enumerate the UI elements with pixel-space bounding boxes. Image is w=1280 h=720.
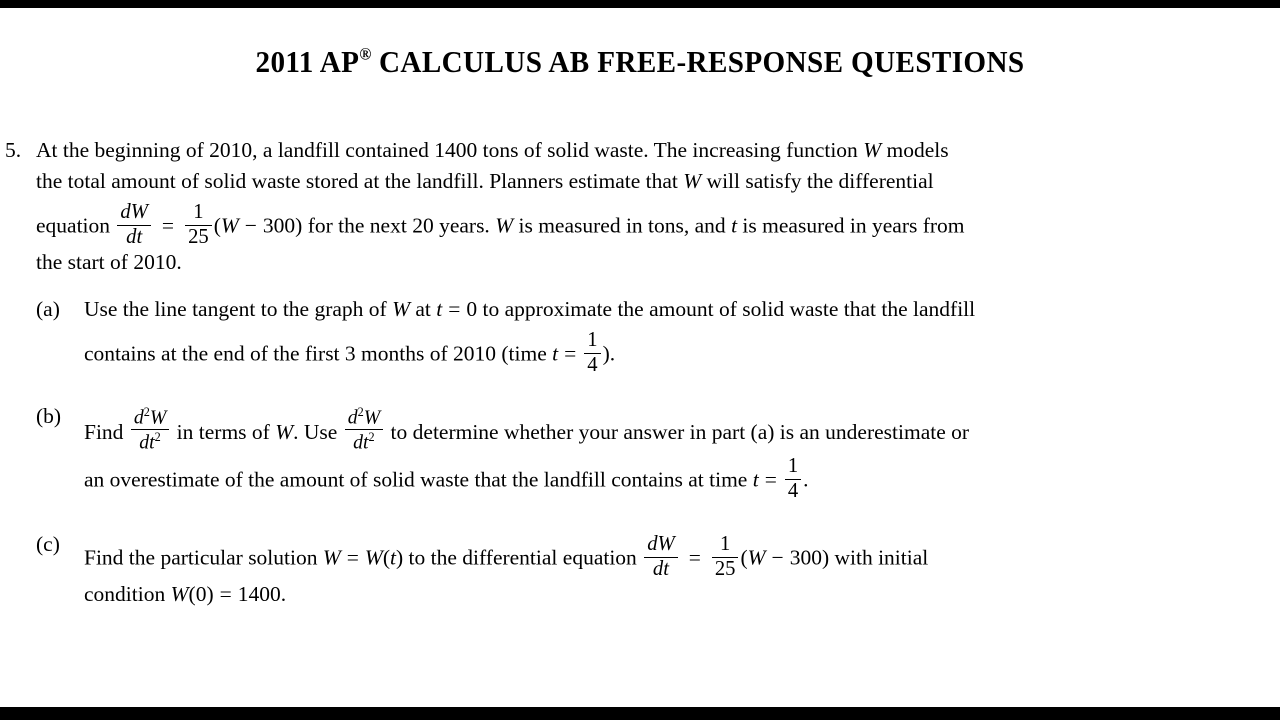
- stem-line-3-text-a: equation: [36, 213, 116, 238]
- part-c-line-2-variable-w: W: [170, 582, 189, 606]
- part-c-minus-sign: −: [771, 545, 784, 570]
- part-a-label: (a): [36, 297, 60, 321]
- part-c-open-paren-2: (: [740, 545, 748, 570]
- denominator-exponent-1: 2: [154, 430, 161, 445]
- part-b-label: (b): [36, 404, 62, 428]
- fraction-one-twentyfifth: [185, 202, 212, 249]
- part-c-close-paren-1: ): [396, 545, 404, 570]
- part-c-line-2-value: 1400: [237, 582, 281, 606]
- stem-line-1: [36, 140, 1262, 171]
- part-c-line-1: [84, 534, 1264, 584]
- part-c-line-2-zero: 0: [195, 582, 207, 606]
- fraction-1-4-denominator-b: 4: [787, 479, 799, 502]
- part-c-line-1-text-c: with initial: [829, 545, 929, 570]
- part-a-line-2: [84, 330, 1264, 386]
- part-a-line-1: [84, 299, 1264, 330]
- part-b-line-2-text-a: an overestimate of the amount of solid waste that the landfill contains at time: [84, 467, 753, 492]
- fraction-1-25-numerator-c: 1: [712, 534, 739, 558]
- stem-line-2-variable-w: W: [683, 169, 702, 193]
- registered-trademark-icon: ®: [359, 44, 372, 64]
- part-b-line-1-text-d: to determine whether your answer in part (a) is an underestimate or: [385, 419, 970, 444]
- part-c-equals-1: =: [346, 545, 359, 570]
- part-c-variable-w-1: W: [322, 545, 341, 570]
- fraction-one-twentyfifth-c: [712, 534, 739, 581]
- fraction-1-4-numerator-b: 1: [785, 456, 801, 480]
- page-title-suffix: CALCULUS AB FREE-RESPONSE QUESTIONS: [371, 44, 1025, 79]
- part-c-line-2-open-paren: (: [188, 582, 196, 606]
- part-c-line-1-text-b: to the differential equation: [403, 545, 643, 570]
- numerator-w-2: W: [363, 406, 381, 429]
- stem-line-3: [36, 202, 1262, 252]
- stem-line-3-text-d: is measured in years from: [737, 213, 965, 238]
- letterbox-top-bar: [0, 0, 1280, 8]
- stem-line-2-text-a: the total amount of solid waste stored at the landfill. Planners estimate that: [36, 169, 684, 193]
- stem-line-3-variable-t: t: [731, 213, 738, 238]
- stem-line-1-variable-w: W: [863, 138, 882, 162]
- part-a-line-1-text-b: at: [410, 297, 437, 321]
- part-c-line-2: [84, 584, 1264, 624]
- denominator-exponent-2: 2: [368, 430, 375, 445]
- part-b-line-2: [84, 456, 1264, 512]
- fraction-1-25-numerator: 1: [185, 202, 212, 226]
- stem-line-2: [36, 171, 1262, 202]
- fraction-1-4-numerator-a: 1: [584, 330, 600, 354]
- part-a-equals: =: [448, 297, 461, 321]
- question-5: [0, 140, 1280, 624]
- part-b-line-2-equals: =: [764, 467, 777, 492]
- part-b: [0, 406, 1280, 512]
- part-a-line-1-text-a: Use the line tangent to the graph of: [84, 297, 393, 321]
- stem-line-3-text-c: is measured in tons, and: [513, 213, 732, 238]
- fraction-one-quarter-b: [785, 456, 801, 503]
- numerator-w-1: W: [149, 406, 167, 429]
- fraction-d2w-numerator-1: [131, 406, 169, 430]
- fraction-1-4-denominator-a: 4: [587, 353, 598, 376]
- fraction-dw-dt-numerator-c: dW: [644, 534, 678, 558]
- denominator-dt-2: dt: [353, 431, 369, 454]
- part-c-line-1-text-a: Find the particular solution: [84, 545, 323, 570]
- part-c-label: (c): [36, 532, 60, 556]
- fraction-one-quarter-a: [584, 330, 600, 377]
- fraction-dw-dt-denominator: dt: [126, 225, 143, 248]
- question-number: 5.: [5, 138, 22, 162]
- part-b-line-1-text-c: . Use: [293, 419, 343, 444]
- part-b-variable-w: W: [275, 419, 294, 444]
- page-title: [38, 8, 1241, 80]
- part-c-variable-w-3: W: [747, 545, 766, 570]
- part-c-constant-300: 300: [789, 545, 822, 570]
- part-c-close-paren-2: ): [821, 545, 830, 570]
- page-title-prefix: 2011 AP: [255, 44, 360, 79]
- part-a: [0, 299, 1280, 386]
- part-c: [0, 534, 1280, 624]
- fraction-1-25-denominator: 25: [188, 225, 209, 248]
- part-c-open-paren-1: (: [382, 545, 391, 570]
- numerator-d-1: d: [133, 406, 144, 429]
- equals-sign: =: [161, 213, 175, 238]
- part-a-line-2-variable-t: t: [552, 341, 559, 366]
- part-c-variable-t: t: [390, 545, 396, 570]
- fraction-dt2-denominator-1: [131, 430, 169, 453]
- denominator-dt-1: dt: [139, 431, 155, 454]
- minus-sign: −: [244, 213, 257, 238]
- fraction-d2w-dt2-second: [345, 406, 383, 454]
- stem-line-1-text-b: models: [881, 138, 949, 162]
- letterbox-bottom-bar: [0, 707, 1280, 720]
- numerator-exponent-1: 2: [143, 405, 150, 419]
- stem-line-2-text-b: will satisfy the differential: [701, 169, 934, 193]
- stem-line-4: the start of 2010.: [36, 250, 182, 274]
- part-c-line-2-period: .: [280, 582, 287, 606]
- part-c-equals-2: =: [688, 545, 701, 570]
- part-a-value-zero: 0: [466, 297, 478, 321]
- part-a-line-2-equals: =: [564, 341, 577, 366]
- stem-line-1-text-a: At the beginning of 2010, a landfill contained 1400 tons of solid waste. The increasing function: [36, 138, 864, 162]
- part-b-line-2-variable-t: t: [752, 467, 759, 492]
- fraction-dw-dt-c: [644, 534, 678, 581]
- document-page: [0, 8, 1280, 707]
- part-c-line-2-equals: =: [219, 582, 232, 606]
- part-a-variable-w: W: [392, 297, 410, 321]
- stem-line-3-variable-w: W: [495, 213, 514, 238]
- numerator-d-2: d: [347, 406, 358, 429]
- close-paren: ): [295, 213, 303, 238]
- fraction-dw-dt: [117, 202, 151, 249]
- fraction-dw-dt-numerator: dW: [117, 202, 151, 226]
- part-c-line-2-text-a: condition: [84, 582, 171, 606]
- fraction-dt2-denominator-2: [345, 430, 383, 453]
- part-c-variable-w-2: W: [364, 545, 383, 570]
- part-a-line-2-text-c: ).: [602, 341, 616, 366]
- question-stem: [0, 140, 1280, 283]
- part-b-line-2-text-c: .: [803, 467, 809, 492]
- fraction-d2w-dt2-first: [131, 406, 169, 454]
- part-b-line-1-text-b: in terms of: [171, 419, 276, 444]
- part-c-line-2-close-paren: ): [206, 582, 214, 606]
- part-a-line-2-text-a: contains at the end of the first 3 months of 2010 (time: [84, 341, 553, 366]
- open-paren: (: [213, 213, 221, 238]
- stem-line-3-text-b: for the next 20 years.: [302, 213, 496, 238]
- part-b-line-1-text-a: Find: [84, 419, 129, 444]
- fraction-1-25-denominator-c: 25: [714, 557, 736, 580]
- constant-300: 300: [262, 213, 296, 238]
- fraction-d2w-numerator-2: [345, 406, 383, 430]
- fraction-dw-dt-denominator-c: dt: [652, 557, 669, 580]
- numerator-exponent-2: 2: [357, 405, 364, 419]
- part-b-line-1: [84, 406, 1264, 456]
- part-a-variable-t: t: [436, 297, 443, 321]
- variable-w: W: [220, 213, 239, 238]
- part-a-line-1-text-c: to approximate the amount of solid waste that the landfill: [477, 297, 976, 321]
